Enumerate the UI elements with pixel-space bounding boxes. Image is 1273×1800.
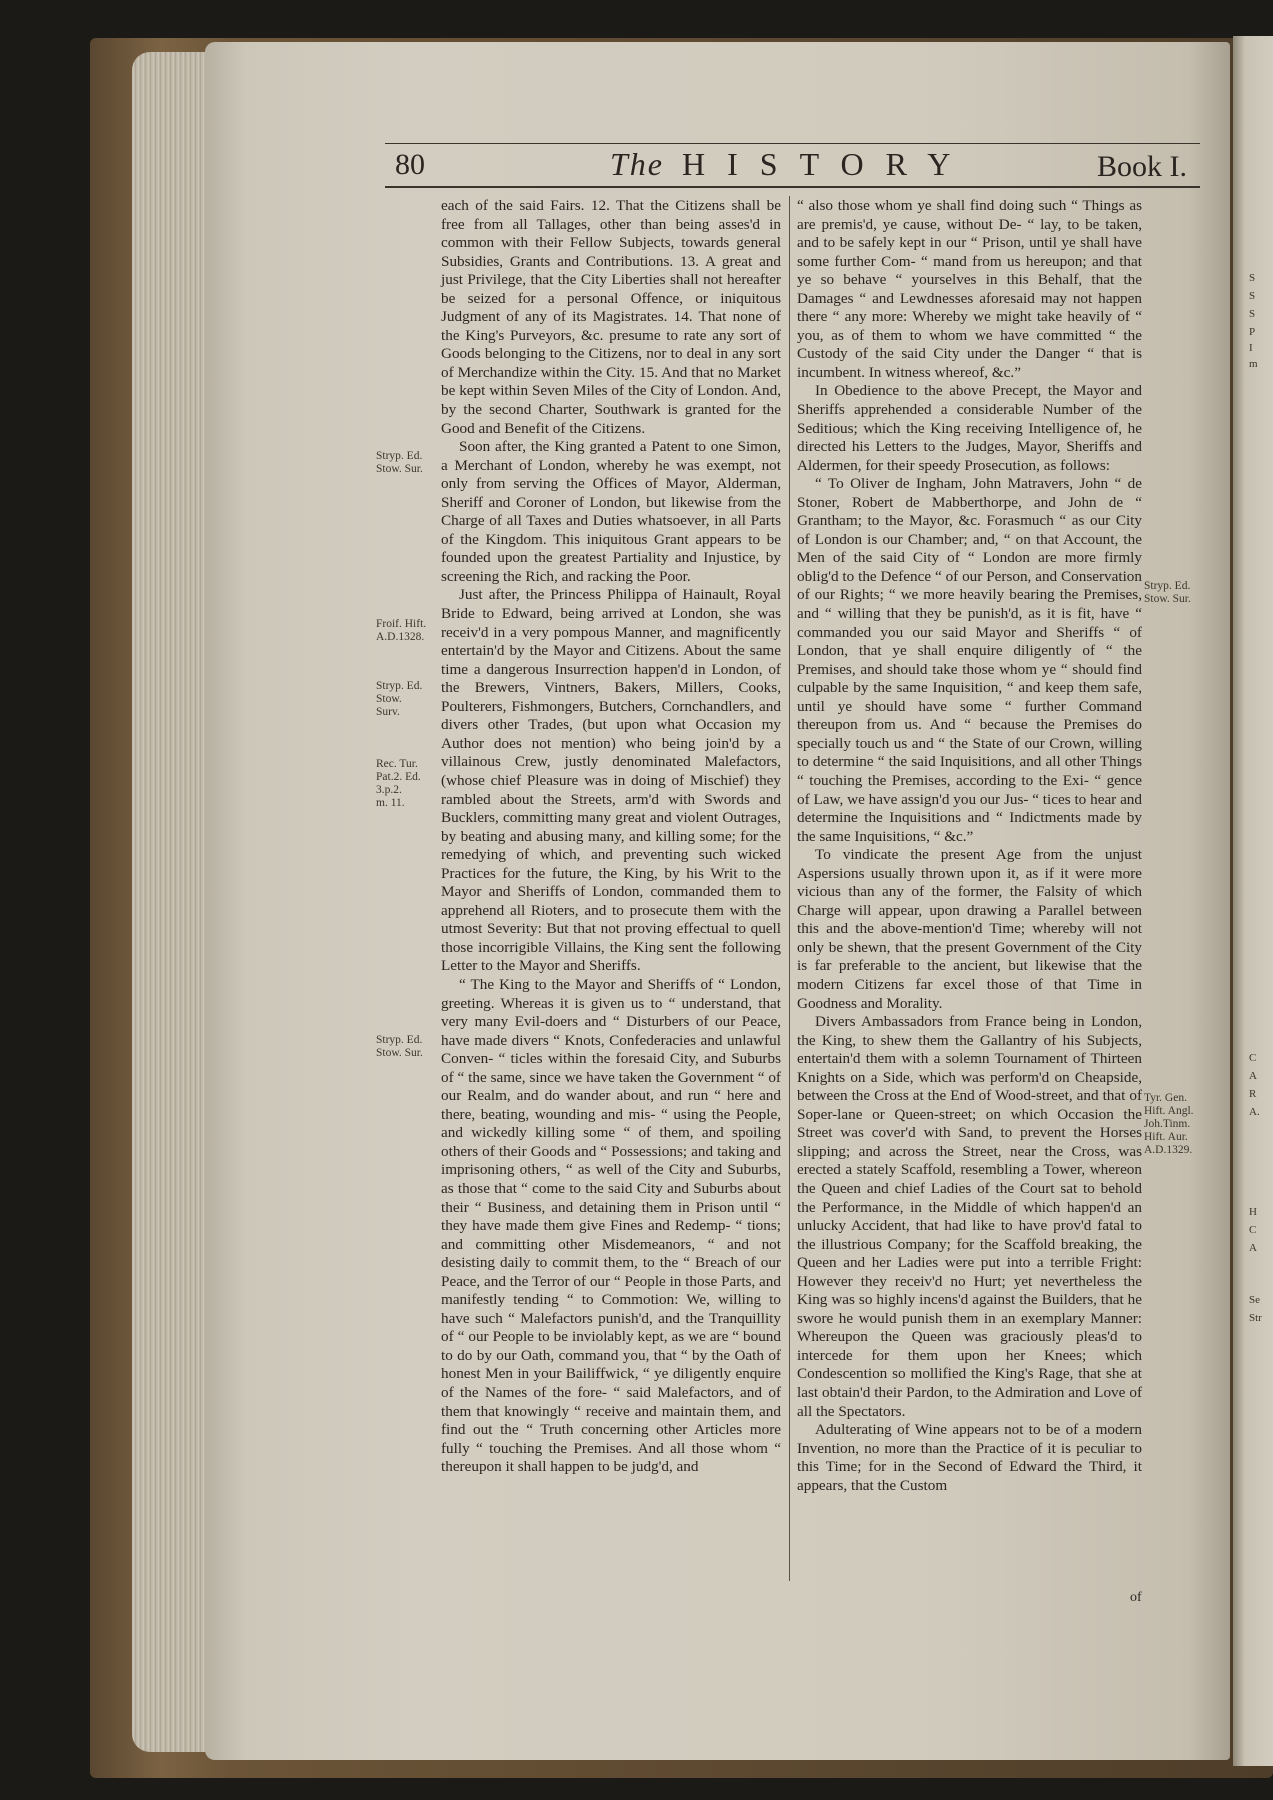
running-title-history: HISTORY [682,146,973,182]
next-page-fragment: I [1249,342,1253,354]
paragraph: In Obedience to the above Precept, the Mayor and Sheriffs apprehended a considerable Number of the Seditious; which the King receiving Intelligence of, he directed his Letters to the Judges, Mayor, Sheriffs and Aldermen, for their speedy Prosecution, as follows: [797,382,1142,474]
column-divider [789,196,790,1581]
next-page-edge [1233,36,1273,1766]
paragraph: Just after, the Princess Philippa of Hainault, Royal Bride to Edward, being arrived at London, she was receiv'd in a very pompous Manner, and magnificently entertain'd by the Mayor and Citizens. About the same time a dangerous Insurrection happen'd in London, of the Brewers, Vintners, Bakers, Millers, Cooks, Poulterers, Fishmongers, Butchers, Cornchandlers, and divers other Trades, (but upon what Occasion my Author does not mention) who being join'd by a villainous Crew, justly denominated Malefactors, (whose chief Pleasure was in doing of Mischief) they rambled about the Streets, arm'd with Swords and Bucklers, committing many great and violent Outrages, by beating and abusing many, and killing some; for the remedying of which, and preventing such wicked Practices for the future, the King, by his Writ to the Mayor and Sheriffs of London, commanded them to apprehend all Rioters, and to prosecute them with the utmost Severity: But that not proving effectual to quell those incorrigible Villains, the King sent the following Letter to the Mayor and Sheriffs. [441,586,781,975]
next-page-fragment: P [1249,326,1256,338]
next-page-fragment: R [1249,1088,1257,1100]
quoted-letter: “ also those whom ye shall find doing such “ Things as are premis'd, ye cause, without De- “ lay, to be taken, and to be safely kept in our “ Prison, until ye shall have some further Com- “ mand from us hereupon; and that ye so behave “ yourselves in this Behalf, that the Damages “ and Lewdnesses aforesaid may not happen there “ any more: Whereby we might take heavily of “ you, as of them to whom we have committed “ the Custody of the said City under the Danger “ that is incumbent. In witness whereof, &c.” [797,197,1142,381]
next-page-fragment: Str [1249,1312,1262,1324]
quoted-letter: “ The King to the Mayor and Sheriffs of “ London, greeting. Whereas it is given us to “ understand, that very many Evil-doers and “ Disturbers of our Peace, have made divers “ Knots, Confederacies and unlawful Conven- “ ticles within the foresaid City, and Suburbs of “ the same, since we have taken the Government “ of our Realm, and do wander about, and run “ here and there, beating, wounding and mis- “ using the People, and wickedly killing some “ of them, and spoiling others of their Goods and “ Possessions; and taking and imprisoning others, “ as well of the City and Suburbs, as those that “ come to the said City and Suburbs about their “ Business, and detaining them in Prison until “ they have made them give Fines and Redemp- “ tions; and committing other Misdemeanors, “ and not desisting daily to commit them, to the “ Breach of our Peace, and the Terror of our “ People in those Parts, and manifestly tending “ to Commotion: We, willing to have such “ Malefactors punish'd, and the Tranquillity of “ our People to be inviolably kept, as we are “ bound to do by our Oath, command you, that “ by the Oath of honest Men in your Bailiffwick, “ ye diligently enquire of the Names of the fore- “ said Malefactors, and of them that knowingly “ receive and maintain them, and find out the “ Truth concerning other Articles more fully “ touching the Premises. And all those whom “ thereupon it shall happen to be judg'd, and [441,975,781,1476]
next-page-fragment: H [1249,1206,1257,1218]
book-label: Book I. [1097,150,1187,183]
next-page-fragment: S [1249,272,1256,284]
paragraph: each of the said Fairs. 12. That the Citizens shall be free from all Tallages, other than being asses'd in common with their Fellow Subjects, towards general Subsidies, Grants and Contributions. 13. A great and just Privilege, that the City Liberties shall not hereafter be seized for a personal Offence, or iniquitous Judgment of any of its Magistrates. 14. That none of the King's Purveyors, &c. presume to rate any sort of Goods belonging to the Citizens, nor to deal in any sort of Merchandize within the City. 15. And that no Market be kept within Seven Miles of the City of London. And, by the second Charter, Southwark is granted for the Good and Benefit of the Citizens. [441,197,781,437]
margin-note: Stryp. Ed. Stow. Surv. [376,680,423,718]
paragraph: Soon after, the King granted a Patent to one Simon, a Merchant of London, whereby he was exempt, not only from serving the Offices of Mayor, Alderman, Sheriff and Coroner of London, but likewise from the Charge of all Taxes and Duties whatsoever, in all Parts of the Kingdom. This iniquitous Grant appears to be founded upon the greatest Partiality and Injustice, by screening the Rich, and racking the Poor. [441,438,781,585]
header-rule-bottom [385,186,1200,188]
quoted-letter: “ To Oliver de Ingham, John Matravers, John “ de Stoner, Robert de Mabberthorpe, and John de “ Grantham; to the Mayor, &c. Forasmuch “ as our City of London is our Chamber; and, “ on that Account, the Men of the said City of “ London are more firmly oblig'd to the Defence “ of our Person, and Conservation of our Rights; “ we more heavily bearing the Premises, and “ willing that they be punish'd, as it is fit, have “ commanded you our said Mayor and Sheriffs “ of London, that ye shall enquire diligently of “ the Premises, and should take those whom ye “ should find culpable by the same Inquisition, “ and keep them safe, until ye should have some “ further Command thereupon from us. And “ because the Premises do specially touch us and “ the State of our Crown, willing to determine “ the said Inquisitions, and all other Things “ touching the Premises, according to the Exi- “ gence of Law, we have assign'd you our Jus- “ tices to hear and determine the Inquisitions and “ Indictments made by the same Inquisitions, “ &c.” [797,475,1142,845]
page-number: 80 [395,148,425,181]
margin-note: Stryp. Ed. Stow. Sur. [376,450,423,475]
right-column [797,197,1142,1495]
margin-note: Stryp. Ed. Stow. Sur. [1144,580,1191,605]
margin-note: Tyr. Gen. Hift. Angl. Joh.Tinm. Hift. Aur. A.D.1329. [1144,1092,1194,1156]
next-page-fragment: C [1249,1052,1257,1064]
paragraph: Divers Ambassadors from France being in London, the King, to shew them the Gallantry of his Subjects, entertain'd them with a solemn Tournament of Thirteen Knights on a Side, which was perform'd on Cheapside, between the Cross at the End of Wood-street, and that of Soper-lane or Queen-street; on which Occasion the Street was cover'd with Sand, to prevent the Horses slipping; and across the Street, near the Cross, was erected a stately Scaffold, resembling a Tower, whereon the Queen and chief Ladies of the Court sat to behold the Performance, in the Middle of which happen'd an unlucky Accident, that had like to have prov'd fatal to the illustrious Company; for the Scaffold breaking, the Queen and her Ladies were put into a terrible Fright: However they receiv'd no Hurt; yet nevertheless the King was so highly incens'd against the Builders, that he swore he would punish them in an exemplary Manner: Whereupon the Queen was graciously pleas'd to intercede for them upon her Knees; which Condescention so mollified the King's Rage, that she at last obtain'd their Pardon, to the Admiration and Love of all the Spectators. [797,1013,1142,1420]
paragraph: To vindicate the present Age from the unjust Aspersions usually thrown upon it, as if it were more vicious than any of the former, the Falsity of which Charge will appear, upon drawing a Parallel between this and the above-mention'd Time; whereby will not only be shewn, that the present Government of the City is far preferable to the ancient, but likewise that the modern Citizens far excel those of that Time in Goodness and Morality. [797,846,1142,1012]
next-page-fragment: S [1249,290,1256,302]
margin-note: Froif. Hift. A.D.1328. [376,618,427,643]
next-page-fragment: m [1249,358,1258,370]
running-title-the: The [610,146,664,182]
next-page-fragment: A. [1249,1106,1260,1118]
left-column [441,197,781,1477]
running-title [610,146,972,183]
header-rule-top [385,143,1200,144]
next-page-fragment: A [1249,1070,1257,1082]
next-page-fragment: C [1249,1224,1257,1236]
margin-note: Rec. Tur. Pat.2. Ed. 3.p.2. m. 11. [376,758,421,809]
next-page-fragment: S [1249,308,1256,320]
next-page-fragment: Se [1249,1294,1260,1306]
paragraph: Adulterating of Wine appears not to be of a modern Invention, no more than the Practice of it is peculiar to this Time; for in the Second of Edward the Third, it appears, that the Custom [797,1421,1142,1494]
catchword: of [1130,1590,1142,1605]
margin-note: Stryp. Ed. Stow. Sur. [376,1034,423,1059]
next-page-fragment: A [1249,1242,1257,1254]
